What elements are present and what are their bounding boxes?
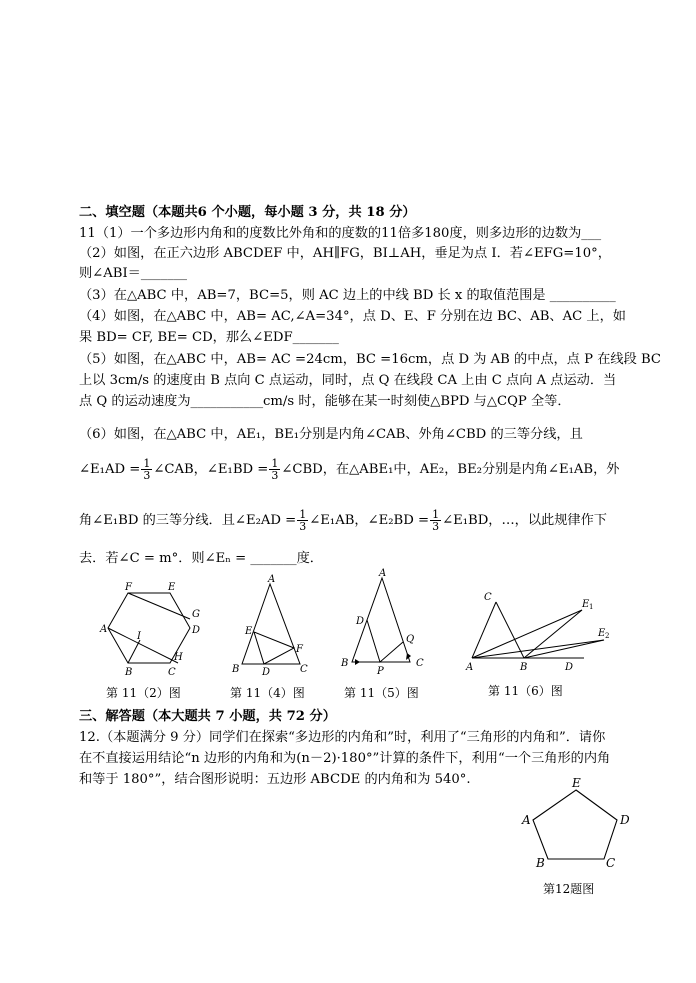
q12-line1: 12.（本题满分 9 分）同学们在探索“多边形的内角和”时，利用了“三角形的内角和”．请你 bbox=[79, 730, 606, 745]
q11-6-line1: （6）如图，在△ABC 中，AE₁，BE₁分别是内角∠CAB、外角∠CBD 的三等分线，且 bbox=[79, 427, 583, 442]
fraction-one-third: $\frac{1}{3}$ bbox=[299, 508, 307, 533]
q11-1: 11（1）一个多边形内角和的度数比外角和的度数的11倍多180度，则多边形的边数为___ bbox=[79, 226, 602, 241]
q11-5-line1: （5）如图，在△ABC 中，AB= AC =24cm，BC =16cm，点 D 为 AB 的中点，点 P 在线段 BC bbox=[79, 352, 661, 367]
section2-heading: 二、填空题（本题共6 个小题，每小题 3 分，共 18 分） bbox=[79, 205, 416, 220]
q12-line3: 和等于 180°”，结合图形说明：五边形 ABCDE 的内角和为 540°. bbox=[79, 772, 471, 787]
figure-pentagon bbox=[520, 775, 635, 870]
hex-label-e: E bbox=[168, 582, 176, 593]
figure-hexagon bbox=[98, 582, 208, 682]
pent-label-c: C bbox=[606, 856, 616, 870]
q11-4-line1: （4）如图，在△ABC 中，AB= AC,∠A=34°，点 D、E、F 分别在边 BC、AB、AC 上，如 bbox=[79, 309, 626, 324]
hex-label-h: H bbox=[174, 652, 183, 663]
tri4-label-f: F bbox=[296, 644, 303, 655]
q11-3: （3）在△ABC 中，AB=7，BC=5，则 AC 边上的中线 BD 长 x 的取值范围是 __________ bbox=[79, 288, 616, 303]
tri6-label-e1: E bbox=[582, 599, 590, 610]
tri6-label-e2-sub: 2 bbox=[605, 632, 610, 640]
tri5-label-b: B bbox=[341, 658, 349, 669]
tri6-label-e1-sub: 1 bbox=[589, 603, 594, 611]
q11-2-line1: （2）如图，在正六边形 ABCDEF 中，AH∥FG，BI⊥AH，垂足为点 I．若∠EFG=10°， bbox=[79, 246, 611, 261]
hex-label-c: C bbox=[168, 667, 176, 678]
tri6-label-c: C bbox=[484, 592, 492, 603]
tri5-label-d: D bbox=[356, 616, 365, 627]
tri6-label-e2: E bbox=[598, 628, 606, 639]
fig2-caption: 第 11（2）图 bbox=[106, 686, 181, 700]
figure-triangle-4 bbox=[228, 574, 313, 678]
hex-label-d: D bbox=[192, 625, 201, 636]
q11-6-line3: 角∠E₁BD 的三等分线．且∠E₂AD = $\frac{1}{3}$ ∠E₁AB，∠E₂BD = $\frac{1}{3}$ ∠E₁BD，…，以此规律作下 bbox=[79, 508, 607, 533]
section3-heading: 三、解答题（本大题共 7 小题，共 72 分） bbox=[79, 709, 336, 724]
fraction-one-third: $\frac{1}{3}$ bbox=[432, 508, 440, 533]
tri4-label-e: E bbox=[245, 626, 253, 637]
tri4-label-a: A bbox=[268, 574, 276, 585]
tri5-label-q: Q bbox=[406, 634, 415, 645]
hex-label-b: B bbox=[125, 667, 133, 678]
tri5-label-a: A bbox=[379, 568, 387, 579]
fraction-one-third: $\frac{1}{3}$ bbox=[271, 457, 279, 482]
q12-line2: 在不直接运用结论“n 边形的内角和为(n－2)·180°”计算的条件下，利用“一个三角形的内角 bbox=[79, 751, 611, 766]
fig6-caption: 第 11（6）图 bbox=[488, 684, 563, 698]
pent-label-e: E bbox=[572, 776, 581, 790]
figure-triangle-6 bbox=[462, 590, 612, 673]
hex-label-a: A bbox=[100, 624, 108, 635]
tri6-label-b: B bbox=[520, 662, 528, 673]
q11-4-line2: 果 BD= CF, BE= CD，那么∠EDF_______ bbox=[79, 330, 339, 345]
tri5-label-p: P bbox=[377, 666, 384, 677]
pent-label-d: D bbox=[620, 813, 630, 827]
hex-label-f: F bbox=[125, 582, 132, 593]
tri6-label-d: D bbox=[565, 662, 574, 673]
tri6-label-a: A bbox=[466, 662, 474, 673]
pent-label-b: B bbox=[536, 856, 545, 870]
q11-6-line2: ∠E₁AD = $\frac{1}{3}$ ∠CAB，∠E₁BD = $\frac{1}{3}$ ∠CBD，在△ABE₁中，AE₂，BE₂分别是内角∠E₁AB，外 bbox=[79, 457, 620, 482]
fig12-caption: 第12题图 bbox=[543, 882, 595, 896]
fraction-one-third: $\frac{1}{3}$ bbox=[143, 457, 151, 482]
q11-5-line2: 上以 3cm/s 的速度由 B 点向 C 点运动，同时，点 Q 在线段 CA 上由 C 点向 A 点运动．当 bbox=[79, 373, 617, 388]
pent-label-a: A bbox=[522, 813, 531, 827]
q11-5-line3: 点 Q 的运动速度为___________cm/s 时，能够在某一时刻使△BPD 与△CQP 全等． bbox=[79, 394, 571, 409]
hex-label-i: I bbox=[137, 631, 141, 642]
q11-2-line2: 则∠ABI＝_______ bbox=[79, 266, 188, 281]
tri4-label-b: B bbox=[232, 664, 240, 675]
fig4-caption: 第 11（4）图 bbox=[230, 686, 305, 700]
q11-6-line4: 去．若∠C = m°．则∠Eₙ = _______度． bbox=[79, 551, 323, 566]
hex-label-g: G bbox=[192, 609, 200, 620]
tri4-label-c: C bbox=[300, 664, 308, 675]
fig5-caption: 第 11（5）图 bbox=[344, 686, 419, 700]
tri5-label-c: C bbox=[416, 658, 424, 669]
figure-triangle-5 bbox=[340, 570, 430, 675]
tri4-label-d: D bbox=[262, 667, 271, 678]
